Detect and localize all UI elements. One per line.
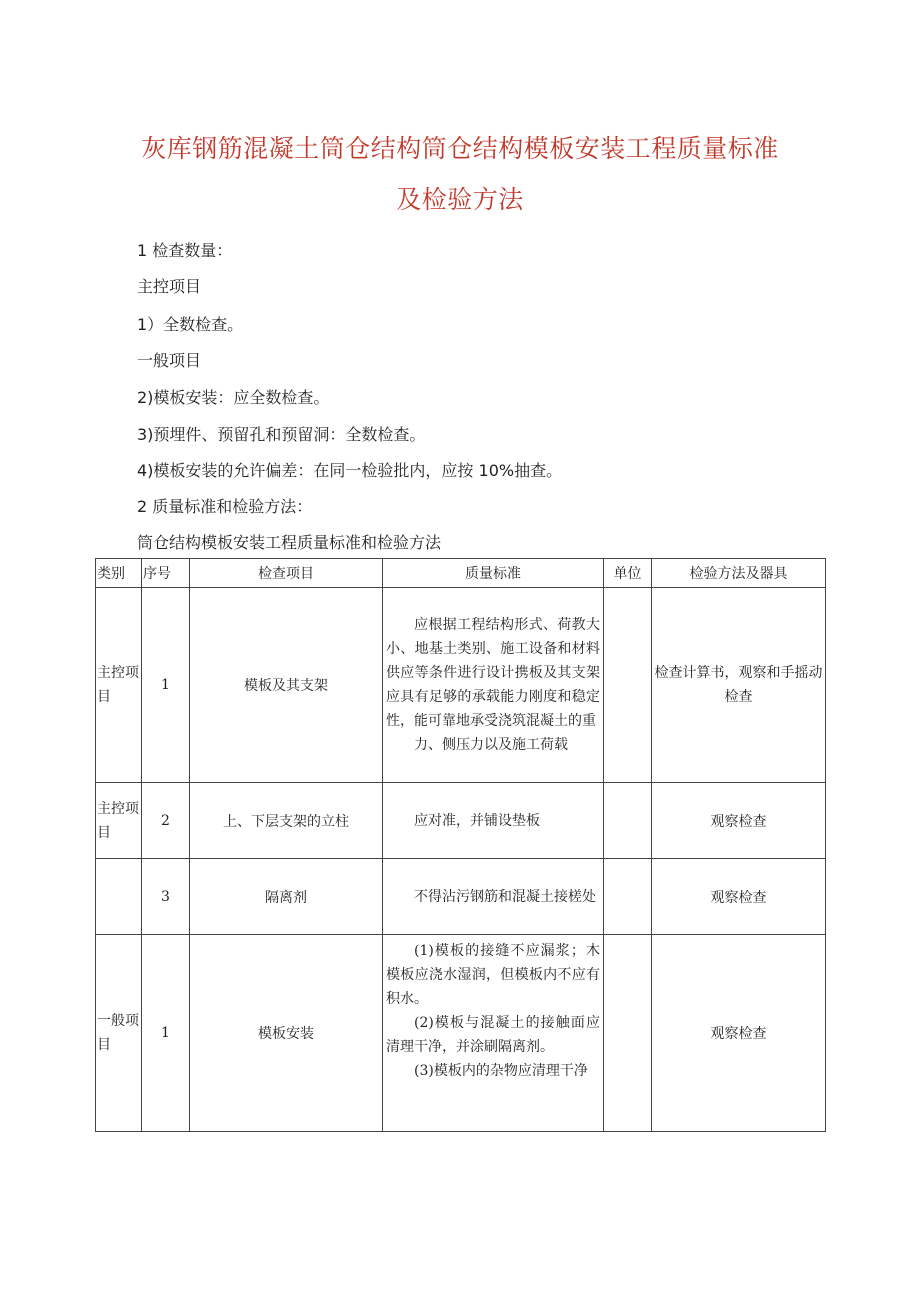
header-inspection-item: 检查项目 (190, 559, 383, 588)
header-method: 检验方法及器具 (652, 559, 826, 588)
row-category: 主控项目 (96, 783, 142, 859)
standard-text: 不得沾污钢筋和混凝土接槎处 (414, 888, 596, 905)
row-number: 2 (142, 783, 190, 859)
paragraph-item-3: 3)预埋件、预留孔和预留洞：全数检查。 (137, 425, 426, 444)
standard-text: 力、侧压力以及施工荷载 (414, 737, 568, 753)
row-quality-standard (383, 783, 604, 859)
row-unit (604, 935, 652, 1132)
row-category (96, 859, 142, 935)
table-row (96, 783, 826, 859)
document-title-line-2: 及检验方法 (396, 185, 524, 214)
paragraph-item-2: 2)模板安装：应全数检查。 (137, 388, 330, 407)
header-unit: 单位 (604, 559, 652, 588)
row-quality-standard (383, 588, 604, 783)
table-row (96, 935, 826, 1132)
row-number: 1 (142, 935, 190, 1132)
paragraph-general: 一般项目 (137, 351, 202, 370)
row-inspection-item: 模板及其支架 (190, 588, 383, 783)
header-quality-standard: 质量标准 (383, 559, 604, 588)
row-inspection-item: 模板安装 (190, 935, 383, 1132)
header-number: 序号 (142, 559, 190, 588)
table-caption: 筒仓结构模板安装工程质量标准和检验方法 (137, 533, 442, 552)
document-title-line-1: 灰库钢筋混凝土筒仓结构筒仓结构模板安装工程质量标准 (141, 134, 779, 163)
row-quality-standard (383, 935, 604, 1132)
row-category: 主控项目 (96, 588, 142, 783)
row-quality-standard (383, 859, 604, 935)
row-category: 一般项目 (96, 935, 142, 1132)
row-unit (604, 588, 652, 783)
table-row (96, 588, 826, 783)
standard-text: (2)模板与混凝土的接触面应清理干净，并涂刷隔离剂。 (386, 1015, 600, 1055)
standard-text: (3)模板内的杂物应清理干净 (414, 1063, 588, 1079)
row-unit (604, 783, 652, 859)
row-inspection-item: 隔离剂 (190, 859, 383, 935)
row-method: 观察检查 (652, 859, 826, 935)
paragraph-inspection-quantity: 1 检查数量： (137, 241, 233, 260)
paragraph-quality-standard: 2 质量标准和检验方法： (137, 497, 313, 516)
row-method: 观察检查 (652, 783, 826, 859)
quality-standard-table (95, 558, 826, 1132)
row-number: 3 (142, 859, 190, 935)
standard-text: (1)模板的接缝不应漏浆；木模板应浇水湿润，但模板内不应有积水。 (386, 943, 600, 1007)
row-method: 观察检查 (652, 935, 826, 1132)
table-header-row (96, 559, 826, 588)
paragraph-main-control: 主控项目 (137, 277, 202, 296)
row-number: 1 (142, 588, 190, 783)
table-row (96, 859, 826, 935)
paragraph-item-1: 1）全数检查。 (137, 315, 244, 334)
row-unit (604, 859, 652, 935)
row-method: 检查计算书，观察和手摇动检查 (652, 588, 826, 783)
standard-text: 应根据工程结构形式、荷教大小、地基土类别、施工设备和材料供应等条件进行设计携板及其支架应具有足够的承载能力刚度和稳定性，能可靠地承受浇筑混凝土的重 (386, 617, 600, 729)
row-inspection-item: 上、下层支架的立柱 (190, 783, 383, 859)
paragraph-item-4: 4)模板安装的允许偏差：在同一检验批内，应按 10%抽查。 (137, 461, 563, 480)
standard-text: 应对准，并铺设垫板 (414, 812, 540, 829)
header-category: 类别 (96, 559, 142, 588)
